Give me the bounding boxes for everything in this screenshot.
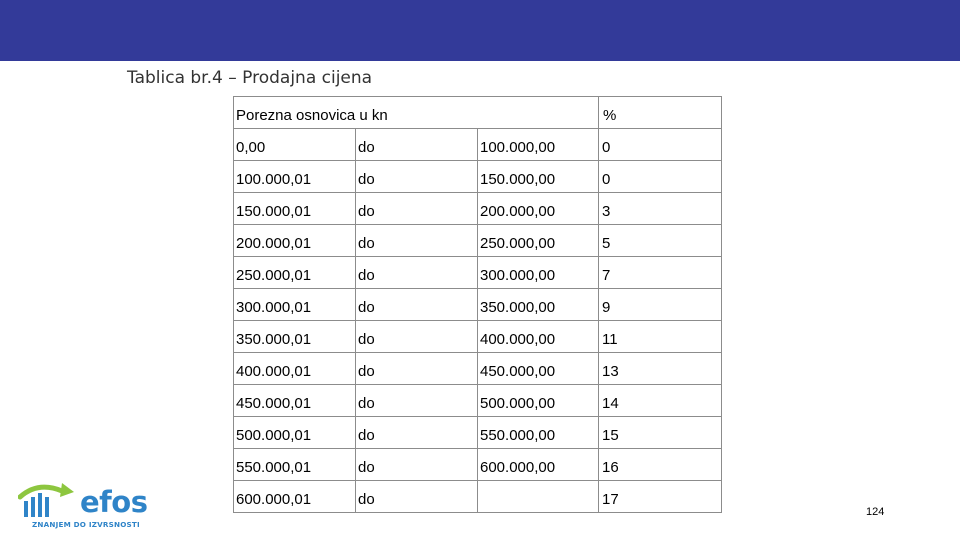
- range-separator-cell: do: [356, 289, 478, 321]
- range-to-cell: [478, 481, 599, 513]
- range-from-cell: 100.000,01: [234, 161, 356, 193]
- range-separator-cell: do: [356, 449, 478, 481]
- rate-percent-cell: 17: [599, 481, 722, 513]
- table-row: [234, 417, 722, 449]
- table-row: [234, 385, 722, 417]
- rate-percent-cell: 0: [599, 161, 722, 193]
- range-separator-cell: do: [356, 321, 478, 353]
- page-number: 124: [866, 506, 885, 518]
- table-row: [234, 257, 722, 289]
- range-separator-cell: do: [356, 353, 478, 385]
- range-to-cell: 450.000,00: [478, 353, 599, 385]
- range-separator-cell: do: [356, 417, 478, 449]
- slide-title: Tablica br.4 – Prodajna cijena: [127, 68, 373, 88]
- table-row: [234, 289, 722, 321]
- rate-percent-cell: 11: [599, 321, 722, 353]
- header-bar: [0, 0, 960, 61]
- tax-rate-table: [233, 96, 722, 513]
- range-separator-cell: do: [356, 225, 478, 257]
- range-from-cell: 350.000,01: [234, 321, 356, 353]
- range-to-cell: 500.000,00: [478, 385, 599, 417]
- rate-percent-cell: 16: [599, 449, 722, 481]
- table-row: [234, 161, 722, 193]
- range-to-cell: 150.000,00: [478, 161, 599, 193]
- rate-percent-cell: 7: [599, 257, 722, 289]
- table-row: [234, 225, 722, 257]
- header-base-label: Porezna osnovica u kn: [234, 97, 599, 129]
- table-header-row: [234, 97, 722, 129]
- rate-percent-cell: 3: [599, 193, 722, 225]
- range-separator-cell: do: [356, 129, 478, 161]
- range-to-cell: 400.000,00: [478, 321, 599, 353]
- range-from-cell: 600.000,01: [234, 481, 356, 513]
- rate-percent-cell: 13: [599, 353, 722, 385]
- range-from-cell: 300.000,01: [234, 289, 356, 321]
- rate-percent-cell: 9: [599, 289, 722, 321]
- range-from-cell: 500.000,01: [234, 417, 356, 449]
- table-row: [234, 193, 722, 225]
- table-row: [234, 353, 722, 385]
- range-separator-cell: do: [356, 161, 478, 193]
- range-to-cell: 350.000,00: [478, 289, 599, 321]
- range-separator-cell: do: [356, 257, 478, 289]
- range-separator-cell: do: [356, 193, 478, 225]
- range-separator-cell: do: [356, 385, 478, 417]
- table-row: [234, 449, 722, 481]
- range-from-cell: 0,00: [234, 129, 356, 161]
- range-to-cell: 100.000,00: [478, 129, 599, 161]
- range-to-cell: 200.000,00: [478, 193, 599, 225]
- rate-percent-cell: 15: [599, 417, 722, 449]
- range-to-cell: 250.000,00: [478, 225, 599, 257]
- rate-percent-cell: 0: [599, 129, 722, 161]
- bar-chart-arrow-icon: [18, 483, 78, 523]
- range-from-cell: 450.000,01: [234, 385, 356, 417]
- range-from-cell: 150.000,01: [234, 193, 356, 225]
- range-separator-cell: do: [356, 481, 478, 513]
- logo-wordmark: efos: [80, 485, 148, 519]
- range-from-cell: 250.000,01: [234, 257, 356, 289]
- table-row: [234, 129, 722, 161]
- rate-percent-cell: 5: [599, 225, 722, 257]
- efos-logo: [18, 483, 168, 533]
- logo-tagline: ZNANJEM DO IZVRSNOSTI: [32, 520, 140, 529]
- table-row: [234, 321, 722, 353]
- header-percent-label: %: [599, 97, 722, 129]
- range-from-cell: 200.000,01: [234, 225, 356, 257]
- rate-percent-cell: 14: [599, 385, 722, 417]
- range-to-cell: 550.000,00: [478, 417, 599, 449]
- range-from-cell: 400.000,01: [234, 353, 356, 385]
- range-to-cell: 600.000,00: [478, 449, 599, 481]
- table-row: [234, 481, 722, 513]
- range-to-cell: 300.000,00: [478, 257, 599, 289]
- range-from-cell: 550.000,01: [234, 449, 356, 481]
